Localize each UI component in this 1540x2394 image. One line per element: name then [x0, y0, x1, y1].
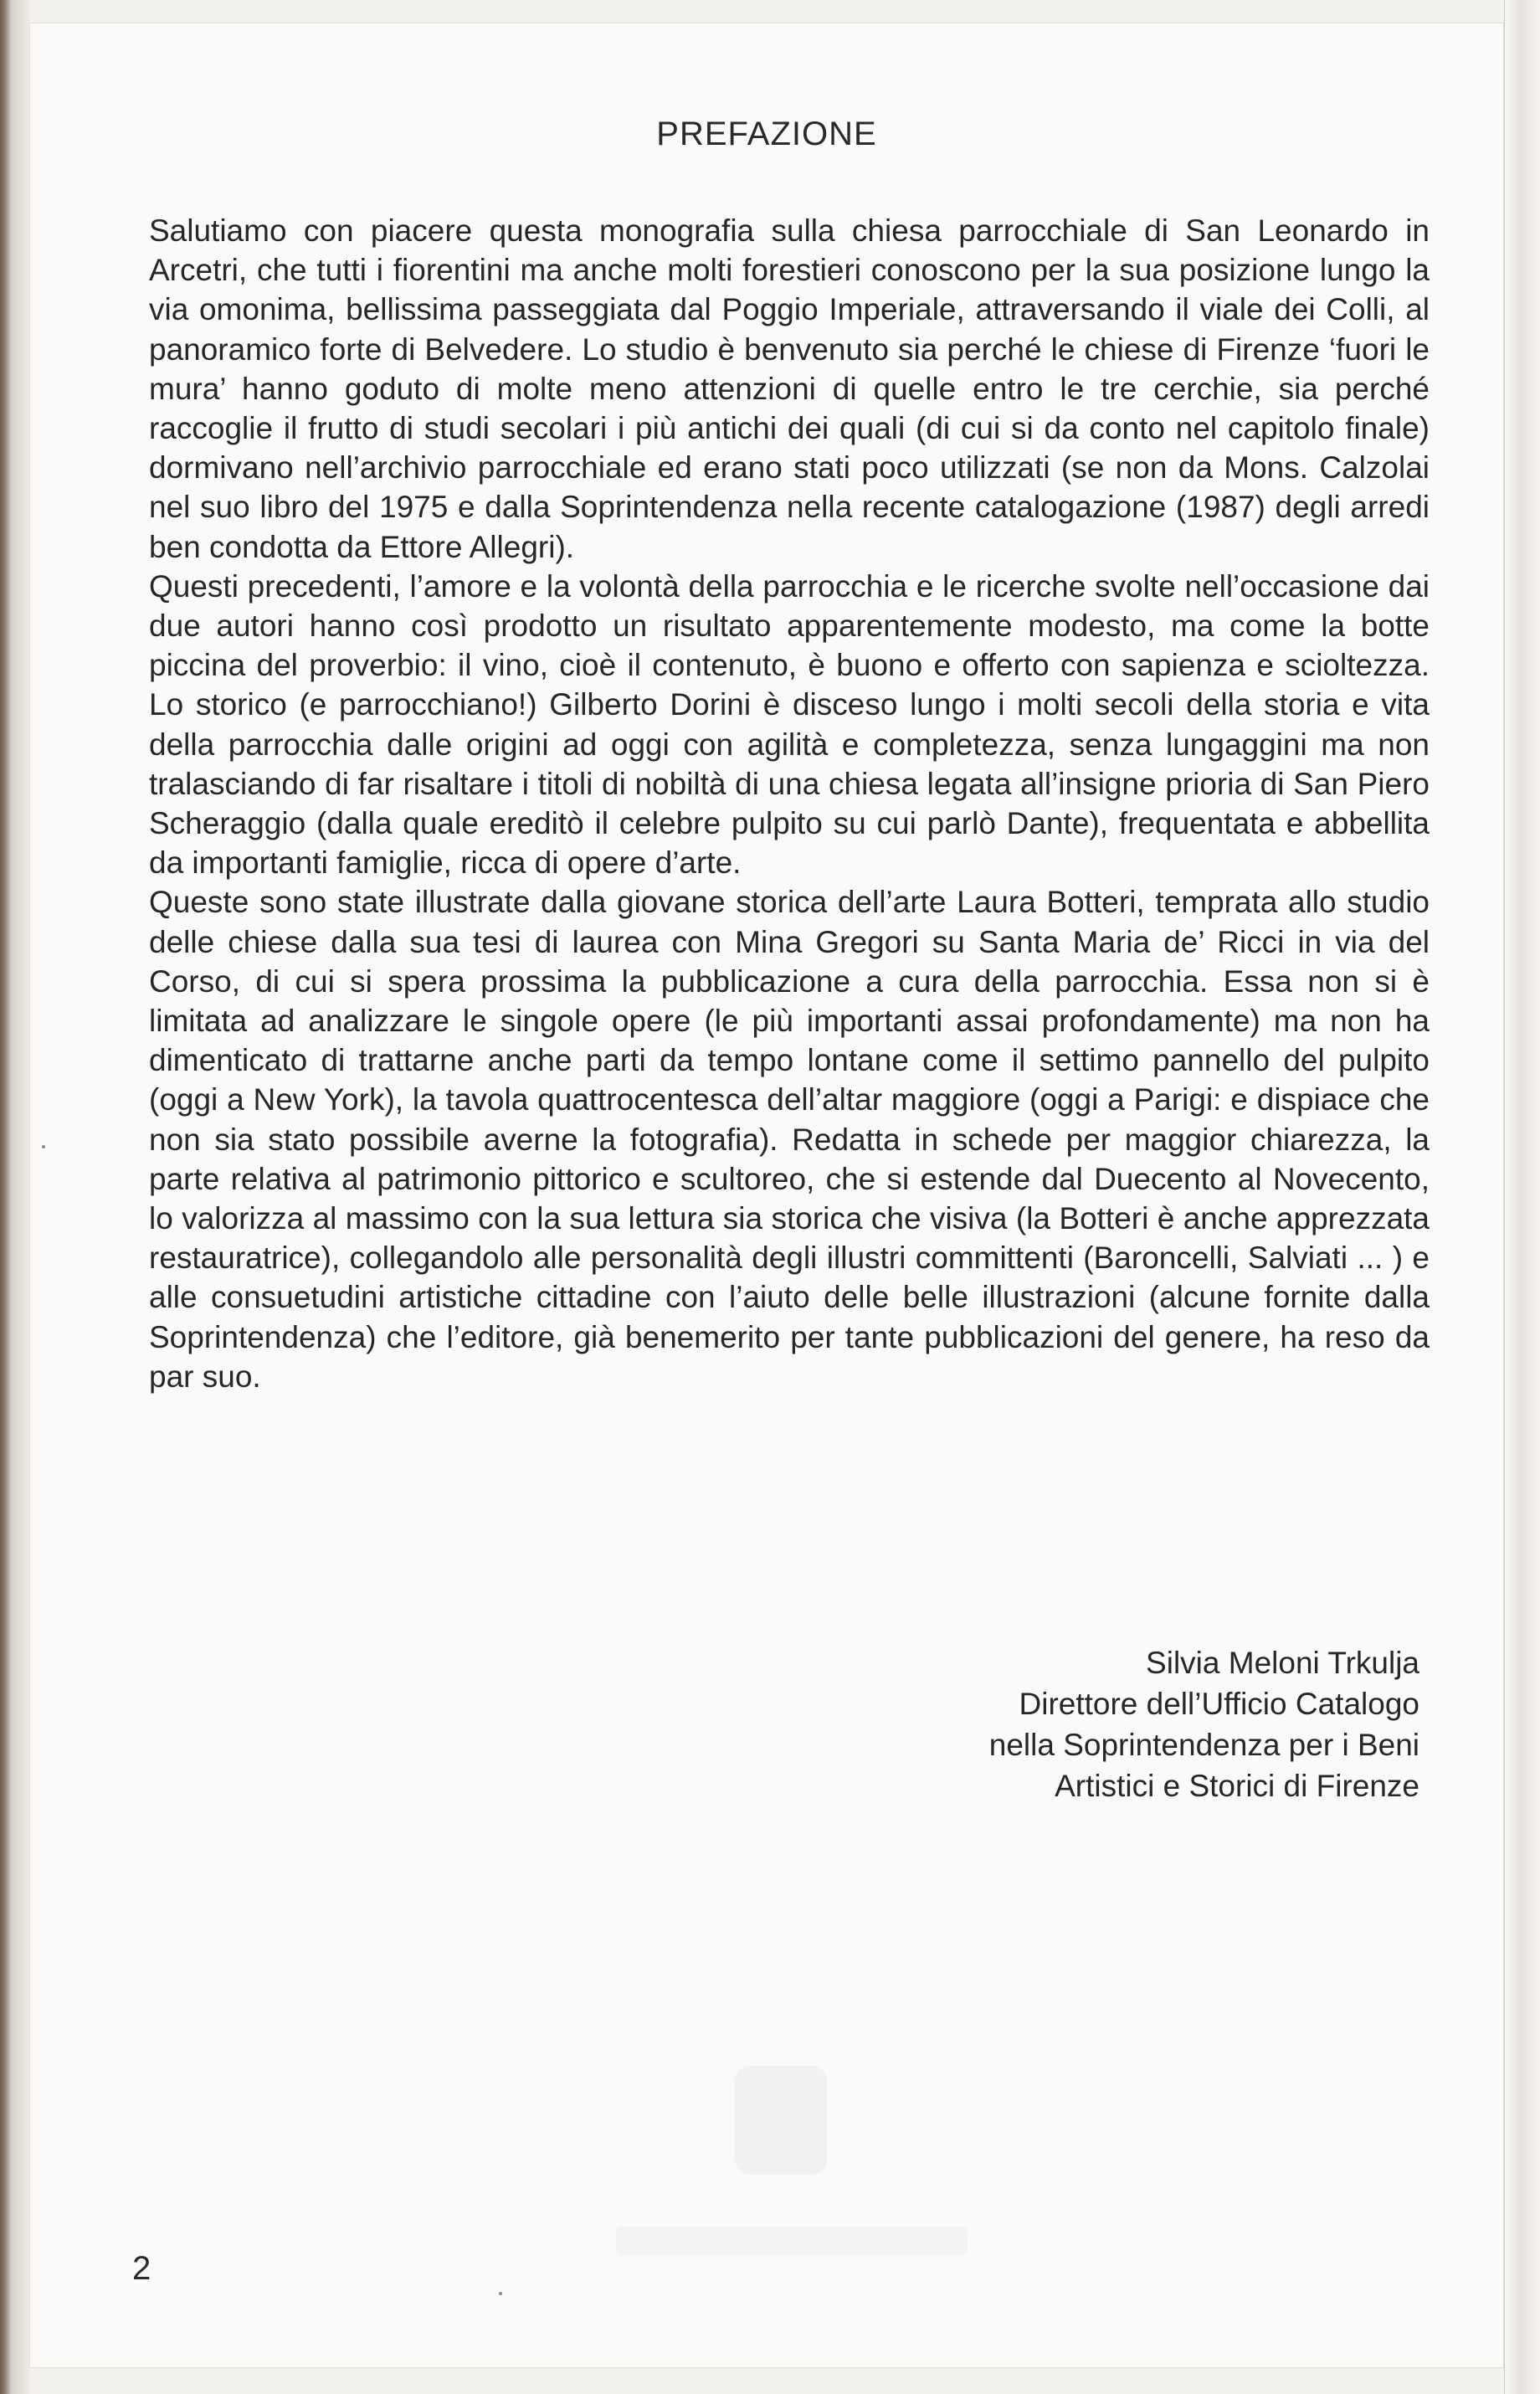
page-number: 2 — [132, 2250, 151, 2287]
bleed-through-logo — [735, 2066, 827, 2175]
author-role-line-2: nella Soprintendenza per i Beni — [988, 1728, 1419, 1762]
scan-speck — [499, 2292, 502, 2295]
signature-block — [783, 1642, 1419, 1806]
document-page — [30, 23, 1503, 2367]
author-role-line-1: Direttore dell’Ufficio Catalogo — [1019, 1687, 1419, 1721]
binding-shadow — [0, 0, 30, 2394]
preface-body — [149, 211, 1430, 1396]
paragraph-2: Questi precedenti, l’amore e la volontà della parrocchia e le ricerche svolte nell’occasione dai due autori hanno così prodotto un risultato apparentemente modesto, ma come la botte piccina del proverbio: il vino, cioè il contenuto, è buono e offerto con sapienza e scioltezza. Lo storico (e parrocchiano!) Gilberto Dorini è disceso lungo i molti secoli della storia e vita della parrocchia dalle origini ad oggi con agilità e completezza, senza lungaggini ma non tralasciando di far risaltare i titoli di nobiltà di una chiesa legata all’insigne prioria di San Piero Scheraggio (dalla quale ereditò il celebre pulpito su cui parlò Dante), frequentata e abbellita da importanti famiglie, ricca di opere d’arte. — [149, 568, 1430, 881]
paragraph-1: Salutiamo con piacere questa monografia sulla chiesa parrocchiale di San Leonardo in Arcetri, che tutti i fiorentini ma anche molti forestieri conoscono per la sua posizione lungo la via omonima, bellissima passeggiata dal Poggio Imperiale, attraversando il viale dei Colli, al panoramico forte di Belvedere. Lo studio è benvenuto sia perché le chiese di Firenze ‘fuori le mura’ hanno goduto di molte meno attenzioni di quelle entro le tre cerchie, sia perché raccoglie il frutto di studi secolari i più antichi dei quali (di cui si da conto nel capitolo finale) dormivano nell’archivio parrocchiale ed erano stati poco utilizzati (se non da Mons. Calzolai nel suo libro del 1975 e dalla Soprintendenza nella recente catalogazione (1987) degli arredi ben condotta da Ettore Allegri). — [149, 213, 1430, 564]
page-edge — [1504, 0, 1540, 2394]
page-title: PREFAZIONE — [656, 116, 877, 152]
author-name: Silvia Meloni Trkulja — [1146, 1646, 1419, 1680]
paragraph-3: Queste sono state illustrate dalla giovane storica dell’arte Laura Botteri, temprata allo studio delle chiese dalla sua tesi di laurea con Mina Gregori su Santa Maria de’ Ricci in via del Corso, di cui si spera prossima la pubblicazione a cura della parrocchia. Essa non si è limitata ad analizzare le singole opere (le più importanti assai profondamente) ma non ha dimenticato di trattarne anche parti da tempo lontane come il settimo pannello del pulpito (oggi a New York), la tavola quattrocentesca dell’altar maggiore (oggi a Parigi: e dispiace che non sia stato possibile averne la fotografia). Redatta in schede per maggior chiarezza, la parte relativa al patrimonio pittorico e scultoreo, che si estende dal Duecento al Novecento, lo valorizza al massimo con la sua lettura sia storica che visiva (la Botteri è anche apprezzata restauratrice), collegandolo alle personalità degli illustri committenti (Baroncelli, Salviati ... ) e alle consuetudini artistiche cittadine con l’aiuto delle belle illustrazioni (alcune fornite dalla Soprintendenza) che l’editore, già benemerito per tante pubblicazioni del genere, ha reso da par suo. — [149, 885, 1430, 1394]
bleed-through-text — [616, 2227, 968, 2255]
author-role-line-3: Artistici e Storici di Firenze — [1055, 1769, 1419, 1803]
scan-speck — [42, 1145, 45, 1148]
